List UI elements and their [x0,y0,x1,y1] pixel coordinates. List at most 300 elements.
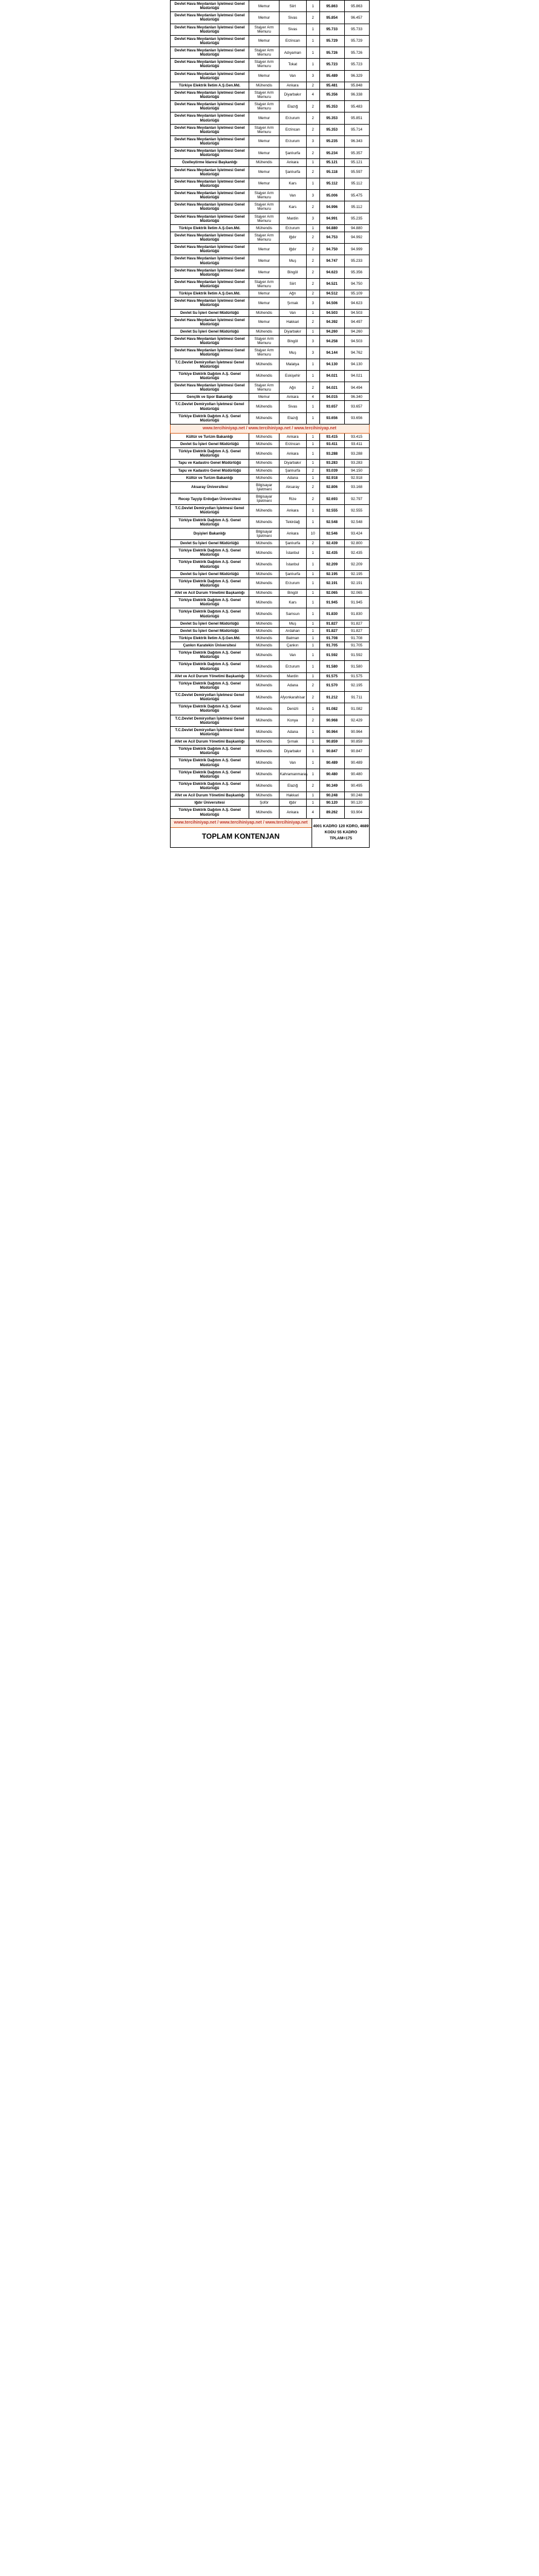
cell-adet: 2 [306,166,319,178]
cell-il: Ankara [279,448,306,460]
cell-kurum: Devlet Su İşleri Genel Müdürlüğü [170,441,249,448]
table-row [170,634,369,642]
cell-kurum: Devlet Hava Meydanları İşletmesi Genel Müdürlüğü [170,316,249,328]
cell-puan2: 91.827 [344,627,369,634]
cell-puan: 93.656 [319,412,344,424]
cell-kurum: Devlet Hava Meydanları İşletmesi Genel Müdürlüğü [170,89,249,100]
cell-adet: 2 [306,493,319,505]
cell-il: Muş [279,620,306,627]
cell-puan: 91.592 [319,649,344,661]
cell-kurum: Recep Tayyip Erdoğan Üniversitesi [170,493,249,505]
cell-adet: 2 [306,692,319,703]
cell-adet: 1 [306,178,319,189]
cell-puan: 95.726 [319,47,344,59]
cell-puan: 95.006 [319,190,344,201]
cell-il: Sivas [279,12,306,24]
document-page [0,0,539,848]
cell-unvan: Bilgisayar İşletmeni [249,481,279,493]
cell-unvan: Stajyer Arm Memuru [249,190,279,201]
cell-puan2: 93.288 [344,448,369,460]
footer-watermark-banner[interactable]: www.tercihiniyap.net / www.tercihiniyap.net / www.tercihiniyap.net [171,819,312,828]
cell-unvan: Mühendis [249,559,279,570]
cell-kurum: Devlet Hava Meydanları İşletmesi Genel Müdürlüğü [170,267,249,278]
cell-kurum: Afet ve Acil Durum Yönetimi Başkanlığı [170,792,249,799]
table-row [170,570,369,577]
cell-kurum: Devlet Hava Meydanları İşletmesi Genel Müdürlüğü [170,232,249,243]
cell-il: Van [279,309,306,316]
cell-kurum: Türkiye Elektrik Dağıtım A.Ş. Genel Müdürlüğü [170,516,249,528]
cell-adet: 1 [306,726,319,738]
cell-kurum: Aksaray Üniversitesi [170,481,249,493]
cell-puan: 95.854 [319,12,344,24]
table-row [170,433,369,440]
cell-puan: 91.575 [319,672,344,680]
cell-kurum: Devlet Su İşleri Genel Müdürlüğü [170,627,249,634]
cell-il: Batman [279,634,306,642]
cell-unvan: Mühendis [249,649,279,661]
cell-unvan: Mühendis [249,746,279,757]
table-row [170,382,369,394]
cell-unvan: Mühendis [249,590,279,597]
cell-unvan: Stajyer Arm Memuru [249,382,279,394]
footer-summary-line1: 4001 KADRO 120 KDRO, 4689 [313,824,369,829]
cell-puan2: 92.797 [344,493,369,505]
cell-unvan: Stajyer Arm Memuru [249,278,279,290]
cell-unvan: Mühendis [249,474,279,481]
cell-adet: 1 [306,505,319,516]
cell-puan: 94.021 [319,382,344,394]
cell-puan: 95.121 [319,159,344,166]
cell-kurum: Devlet Hava Meydanları İşletmesi Genel Müdürlüğü [170,201,249,213]
cell-adet: 2 [306,101,319,112]
cell-puan2: 95.112 [344,178,369,189]
cell-adet: 2 [306,715,319,726]
cell-adet: 1 [306,159,319,166]
cell-kurum: Devlet Hava Meydanları İşletmesi Genel Müdürlüğü [170,347,249,359]
cell-puan: 91.705 [319,642,344,649]
cell-unvan: Mühendis [249,570,279,577]
cell-puan: 94.258 [319,336,344,347]
cell-kurum: Devlet Hava Meydanları İşletmesi Genel Müdürlüğü [170,24,249,35]
cell-unvan: Memur [249,178,279,189]
table-row [170,493,369,505]
cell-unvan: Mühendis [249,540,279,547]
cell-adet: 1 [306,577,319,589]
table-row [170,278,369,290]
cell-kurum: Devlet Hava Meydanları İşletmesi Genel Müdürlüğü [170,135,249,147]
table-row [170,799,369,807]
cell-puan: 94.392 [319,316,344,328]
cell-puan2: 93.283 [344,460,369,467]
cell-il: Erzurum [279,224,306,232]
cell-adet: 1 [306,359,319,370]
cell-kurum: Türkiye Elektrik İletim A.Ş.Gen.Md. [170,82,249,89]
cell-adet: 2 [306,382,319,394]
cell-puan2: 95.733 [344,24,369,35]
cell-il: Ankara [279,528,306,539]
cell-unvan: Stajyer Arm Memuru [249,101,279,112]
cell-puan2: 96.338 [344,89,369,100]
cell-adet: 2 [306,232,319,243]
cell-adet: 1 [306,328,319,335]
cell-adet: 2 [306,12,319,24]
cell-puan2: 90.847 [344,746,369,757]
cell-il: Şanlıurfa [279,148,306,159]
kontenjan-table [170,0,370,848]
cell-puan2: 91.945 [344,597,369,608]
cell-il: Van [279,70,306,82]
cell-adet: 1 [306,547,319,559]
cell-unvan: Memur [249,290,279,298]
cell-adet: 1 [306,799,319,807]
cell-adet: 1 [306,370,319,382]
cell-unvan: Bilgisayar İşletmeni [249,493,279,505]
cell-puan: 95.733 [319,24,344,35]
cell-kurum: Devlet Su İşleri Genel Müdürlüğü [170,328,249,335]
cell-puan2: 95.356 [344,267,369,278]
cell-il: Şanlıurfa [279,570,306,577]
cell-puan2: 95.357 [344,148,369,159]
cell-il: Kars [279,178,306,189]
cell-unvan: Mühendis [249,448,279,460]
cell-adet: 2 [306,540,319,547]
cell-unvan: Memur [249,394,279,401]
cell-unvan: Memur [249,135,279,147]
table-row [170,692,369,703]
watermark-banner-text[interactable]: www.tercihiniyap.net / www.tercihiniyap.net / www.tercihiniyap.net [170,424,369,433]
cell-adet: 4 [306,89,319,100]
cell-puan2: 94.130 [344,359,369,370]
cell-puan2: 91.830 [344,608,369,620]
cell-puan2: 91.711 [344,692,369,703]
cell-unvan: Memur [249,244,279,255]
cell-il: Şanlıurfa [279,166,306,178]
cell-adet: 3 [306,336,319,347]
cell-kurum: Türkiye Elektrik Dağıtım A.Ş. Genel Müdürlüğü [170,703,249,715]
cell-puan2: 95.714 [344,124,369,135]
cell-puan2: 92.435 [344,547,369,559]
cell-adet: 1 [306,590,319,597]
cell-kurum: Afet ve Acil Durum Yönetimi Başkanlığı [170,672,249,680]
cell-il: Erzurum [279,112,306,124]
footer-title: TOPLAM KONTENJAN [201,831,280,841]
cell-puan2: 91.705 [344,642,369,649]
cell-unvan: Mühendis [249,692,279,703]
cell-adet: 1 [306,757,319,769]
cell-kurum: Çankırı Karatekin Üniversitesi [170,642,249,649]
cell-puan: 91.082 [319,703,344,715]
cell-puan: 93.288 [319,448,344,460]
cell-il: Elazığ [279,412,306,424]
cell-adet: 1 [306,672,319,680]
cell-il: Kahramanmaraş [279,769,306,780]
cell-unvan: Stajyer Arm Memuru [249,347,279,359]
cell-unvan: Stajyer Arm Memuru [249,47,279,59]
cell-kurum: Devlet Hava Meydanları İşletmesi Genel Müdürlüğü [170,166,249,178]
table-row [170,505,369,516]
cell-kurum: Devlet Hava Meydanları İşletmesi Genel Müdürlüğü [170,124,249,135]
cell-puan2: 94.260 [344,328,369,335]
cell-il: İstanbul [279,547,306,559]
cell-unvan: Memur [249,148,279,159]
cell-kurum: Devlet Hava Meydanları İşletmesi Genel Müdürlüğü [170,298,249,309]
cell-il: Siirt [279,1,306,12]
cell-unvan: Mühendis [249,620,279,627]
table-row [170,448,369,460]
cell-adet: 2 [306,244,319,255]
cell-kurum: T.C.Devlet Demiryolları İşletmesi Genel Müdürlüğü [170,715,249,726]
cell-adet: 3 [306,213,319,224]
cell-unvan: Memur [249,112,279,124]
cell-kurum: Devlet Hava Meydanları İşletmesi Genel Müdürlüğü [170,47,249,59]
cell-unvan: Mühendis [249,680,279,691]
cell-il: Şırnak [279,738,306,746]
table-row [170,309,369,316]
cell-puan2: 92.065 [344,590,369,597]
cell-puan2: 92.548 [344,516,369,528]
cell-puan: 90.968 [319,715,344,726]
cell-puan: 94.996 [319,201,344,213]
cell-adet: 4 [306,394,319,401]
cell-unvan: Mühendis [249,807,279,818]
cell-unvan: Mühendis [249,460,279,467]
cell-puan: 94.512 [319,290,344,298]
cell-puan: 92.806 [319,481,344,493]
cell-adet: 1 [306,516,319,528]
table-row [170,232,369,243]
cell-il: Konya [279,715,306,726]
cell-puan: 91.827 [319,620,344,627]
cell-puan2: 94.021 [344,370,369,382]
cell-puan2: 91.827 [344,620,369,627]
cell-unvan: Mühendis [249,467,279,474]
cell-puan: 91.827 [319,627,344,634]
table-row [170,577,369,589]
cell-puan2: 93.415 [344,433,369,440]
cell-puan: 92.065 [319,590,344,597]
table-row [170,547,369,559]
table-row [170,715,369,726]
cell-puan2: 93.168 [344,481,369,493]
cell-puan: 95.356 [319,89,344,100]
cell-puan2: 92.195 [344,680,369,691]
cell-puan2: 96.340 [344,394,369,401]
cell-puan2: 96.343 [344,135,369,147]
cell-kurum: T.C.Devlet Demiryolları İşletmesi Genel Müdürlüğü [170,505,249,516]
cell-unvan: Mühendis [249,370,279,382]
cell-adet: 1 [306,746,319,757]
cell-puan2: 93.424 [344,528,369,539]
cell-kurum: Devlet Hava Meydanları İşletmesi Genel Müdürlüğü [170,278,249,290]
cell-unvan: Mühendis [249,224,279,232]
cell-unvan: Mühendis [249,672,279,680]
cell-unvan: Mühendis [249,703,279,715]
cell-puan: 94.144 [319,347,344,359]
cell-puan2: 95.848 [344,82,369,89]
cell-puan2: 94.999 [344,244,369,255]
cell-puan2: 91.708 [344,634,369,642]
table-row [170,135,369,147]
cell-kurum: Devlet Hava Meydanları İşletmesi Genel Müdürlüğü [170,148,249,159]
cell-puan2: 90.489 [344,757,369,769]
cell-unvan: Mühendis [249,780,279,792]
cell-puan2: 94.880 [344,224,369,232]
cell-unvan: Memur [249,166,279,178]
cell-kurum: Devlet Hava Meydanları İşletmesi Genel Müdürlüğü [170,12,249,24]
cell-kurum: Devlet Hava Meydanları İşletmesi Genel Müdürlüğü [170,112,249,124]
cell-unvan: Mühendis [249,441,279,448]
table-row [170,807,369,818]
cell-adet: 2 [306,680,319,691]
cell-unvan: Mühendis [249,642,279,649]
cell-adet: 1 [306,559,319,570]
cell-il: Iğdır [279,244,306,255]
cell-il: Iğdır [279,799,306,807]
table-row [170,672,369,680]
cell-kurum: Iğdır Üniversitesi [170,799,249,807]
cell-puan2: 92.918 [344,474,369,481]
cell-puan: 94.623 [319,267,344,278]
cell-adet: 2 [306,124,319,135]
cell-kurum: Türkiye Elektrik İletim A.Ş.Gen.Md. [170,290,249,298]
table-row [170,528,369,539]
cell-kurum: Özelleştirme İdaresi Başkanlığı [170,159,249,166]
cell-il: Ardahan [279,627,306,634]
cell-puan2: 95.483 [344,101,369,112]
cell-puan2: 94.762 [344,347,369,359]
cell-puan: 95.235 [319,135,344,147]
cell-puan: 95.353 [319,101,344,112]
cell-puan: 92.209 [319,559,344,570]
table-row [170,441,369,448]
cell-puan: 90.248 [319,792,344,799]
cell-adet: 1 [306,59,319,70]
cell-puan2: 92.800 [344,540,369,547]
cell-il: Muş [279,255,306,267]
cell-adet: 2 [306,467,319,474]
cell-puan: 92.195 [319,570,344,577]
cell-puan: 94.747 [319,255,344,267]
table-row [170,178,369,189]
cell-adet: 1 [306,35,319,47]
cell-il: Ankara [279,807,306,818]
cell-il: Ankara [279,394,306,401]
cell-puan: 93.283 [319,460,344,467]
cell-unvan: Memur [249,70,279,82]
cell-puan: 94.750 [319,244,344,255]
cell-kurum: Türkiye Elektrik Dağıtım A.Ş. Genel Müdürlüğü [170,559,249,570]
table-row [170,474,369,481]
cell-kurum: Türkiye Elektrik Dağıtım A.Ş. Genel Müdürlüğü [170,661,249,672]
table-row [170,481,369,493]
table-row [170,336,369,347]
cell-adet: 1 [306,441,319,448]
cell-il: Elazığ [279,780,306,792]
cell-puan: 95.234 [319,148,344,159]
cell-unvan: Mühendis [249,516,279,528]
cell-il: Iğdır [279,232,306,243]
cell-il: Adana [279,726,306,738]
cell-puan2: 94.494 [344,382,369,394]
table-row [170,746,369,757]
table-row [170,1,369,12]
table-row [170,124,369,135]
cell-il: Sivas [279,401,306,412]
cell-unvan: Mühendis [249,608,279,620]
cell-puan: 94.021 [319,370,344,382]
cell-il: Erzurum [279,661,306,672]
cell-puan: 92.546 [319,528,344,539]
cell-unvan: Memur [249,35,279,47]
cell-il: Ağrı [279,382,306,394]
cell-kurum: Devlet Hava Meydanları İşletmesi Genel Müdürlüğü [170,190,249,201]
cell-kurum: Türkiye Elektrik Dağıtım A.Ş. Genel Müdürlüğü [170,577,249,589]
cell-kurum: Devlet Hava Meydanları İşletmesi Genel Müdürlüğü [170,101,249,112]
cell-unvan: Stajyer Arm Memuru [249,201,279,213]
cell-puan: 91.945 [319,597,344,608]
cell-puan: 90.489 [319,757,344,769]
cell-puan2: 95.723 [344,59,369,70]
cell-puan: 93.415 [319,433,344,440]
table-row [170,769,369,780]
cell-kurum: Devlet Hava Meydanları İşletmesi Genel Müdürlüğü [170,35,249,47]
cell-il: Van [279,190,306,201]
cell-unvan: Memur [249,298,279,309]
table-row [170,316,369,328]
cell-puan2: 90.480 [344,769,369,780]
cell-puan2: 94.497 [344,316,369,328]
cell-adet: 2 [306,278,319,290]
cell-il: Erzurum [279,577,306,589]
table-row [170,47,369,59]
table-row [170,460,369,467]
cell-unvan: Mühendis [249,577,279,589]
cell-unvan: Mühendis [249,159,279,166]
cell-kurum: T.C.Devlet Demiryolları İşletmesi Genel Müdürlüğü [170,401,249,412]
cell-puan: 92.548 [319,516,344,528]
cell-unvan: Stajyer Arm Memuru [249,89,279,100]
cell-kurum: Türkiye Elektrik Dağıtım A.Ş. Genel Müdürlüğü [170,649,249,661]
table-row [170,703,369,715]
cell-kurum: T.C.Devlet Demiryolları İşletmesi Genel Müdürlüğü [170,359,249,370]
table-row [170,661,369,672]
cell-kurum: Türkiye Elektrik Dağıtım A.Ş. Genel Müdürlüğü [170,680,249,691]
cell-il: Tekirdağ [279,516,306,528]
cell-puan: 93.411 [319,441,344,448]
cell-unvan: Mühendis [249,412,279,424]
cell-kurum: Türkiye Elektrik İletim A.Ş.Gen.Md. [170,634,249,642]
cell-kurum: Devlet Su İşleri Genel Müdürlüğü [170,620,249,627]
cell-il: Diyarbakır [279,89,306,100]
cell-adet: 1 [306,620,319,627]
cell-unvan: Stajyer Arm Memuru [249,124,279,135]
cell-il: Hakkari [279,792,306,799]
cell-kurum: Devlet Hava Meydanları İşletmesi Genel Müdürlüğü [170,213,249,224]
table-row [170,148,369,159]
table-row [170,394,369,401]
cell-unvan: Mühendis [249,769,279,780]
cell-puan: 93.039 [319,467,344,474]
cell-adet: 1 [306,433,319,440]
cell-unvan: Stajyer Arm Memuru [249,213,279,224]
cell-unvan: Memur [249,316,279,328]
cell-kurum: Türkiye Elektrik Dağıtım A.Ş. Genel Müdürlüğü [170,769,249,780]
cell-kurum: T.C.Devlet Demiryolları İşletmesi Genel Müdürlüğü [170,726,249,738]
cell-unvan: Stajyer Arm Memuru [249,59,279,70]
cell-adet: 2 [306,255,319,267]
cell-unvan: Mühendis [249,309,279,316]
cell-kurum: Devlet Hava Meydanları İşletmesi Genel Müdürlüğü [170,178,249,189]
